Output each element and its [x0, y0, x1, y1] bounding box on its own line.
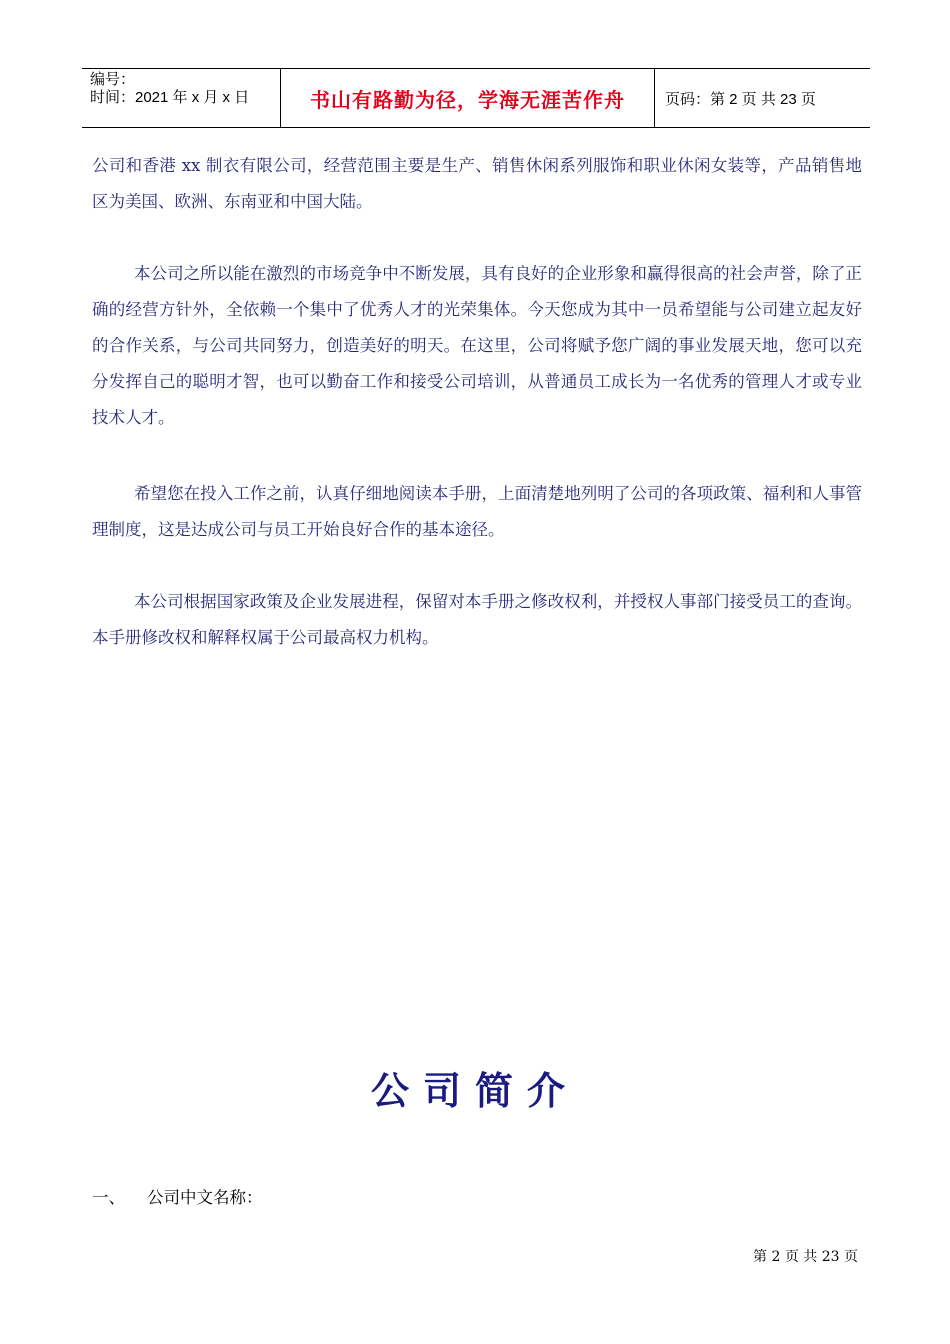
header-motto: 书山有路勤为径，学海无涯苦作舟 [281, 69, 655, 127]
section-number: 一、 [92, 1188, 125, 1207]
section-title: 公司简介 [370, 1068, 579, 1113]
paragraph-4: 本公司根据国家政策及企业发展进程，保留对本手册之修改权利，并授权人事部门接受员工的查询。本手册修改权和解释权属于公司最高权力机构。 [92, 592, 862, 647]
header-page-label: 页码：第 2 页 共 23 页 [665, 90, 816, 108]
paragraph-3: 希望您在投入工作之前，认真仔细地阅读本手册，上面清楚地列明了公司的各项政策、福利和人事管理制度，这是达成公司与员工开始良好合作的基本途径。 [92, 484, 862, 539]
code-label: 编号： [90, 71, 136, 88]
page-header [82, 68, 870, 128]
date-label: 时间：2021 年 x 月 x 日 [90, 89, 250, 106]
section-item [92, 1184, 263, 1208]
header-meta [82, 69, 281, 127]
paragraph-2: 本公司之所以能在激烈的市场竞争中不断发展，具有良好的企业形象和赢得很高的社会声誉，除了正确的经营方针外，全依赖一个集中了优秀人才的光荣集体。今天您成为其中一员希望能与公司建立起友好的合作关系，与公司共同努力，创造美好的明天。在这里，公司将赋予您广阔的事业发展天地，您可以充分发挥自己的聪明才智，也可以勤奋工作和接受公司培训，从普通员工成长为一名优秀的管理人才或专业技术人才。 [92, 264, 862, 427]
section-label: 公司中文名称： [147, 1188, 263, 1207]
page-footer: 第 2 页 共 23 页 [753, 1249, 858, 1265]
paragraph-1: 公司和香港 xx 制衣有限公司，经营范围主要是生产、销售休闲系列服饰和职业休闲女装等，产品销售地区为美国、欧洲、东南亚和中国大陆。 [92, 156, 862, 211]
